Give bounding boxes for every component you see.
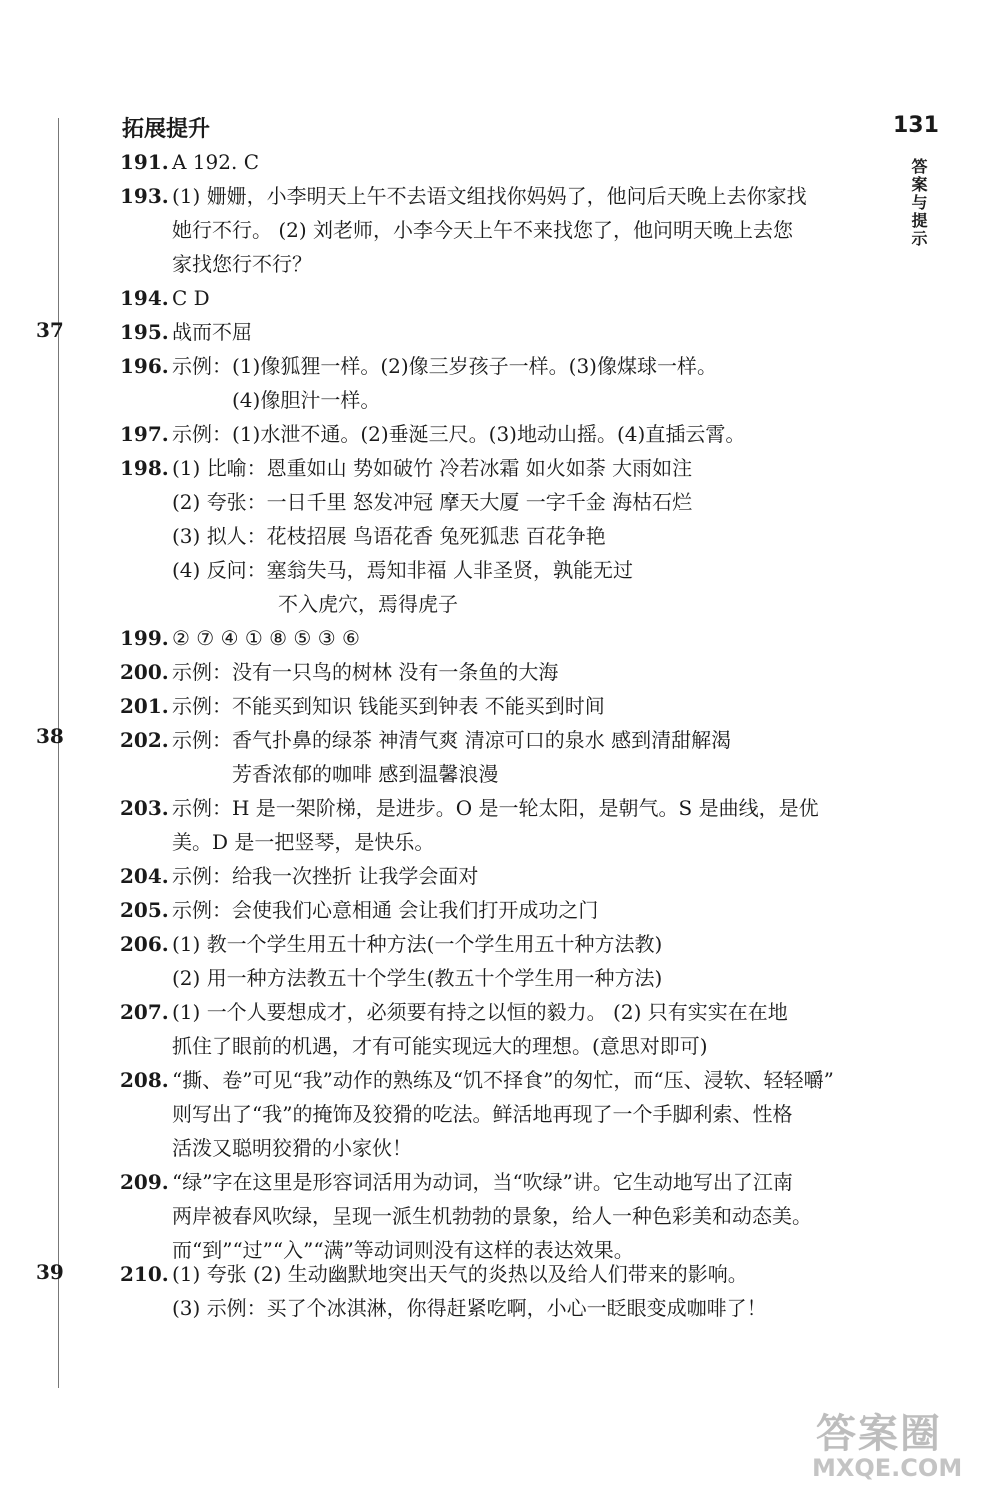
answer-205: 205. 示例：会使我们心意相通 会让我们打开成功之门 [120, 898, 599, 922]
answer-198-line: 不入虎穴，焉得虎子 [278, 592, 458, 616]
answer-208-line: 则写出了“我”的掩饰及狡猾的吃法。鲜活地再现了一个手脚利索、性格 [172, 1102, 793, 1126]
answer-199: 199. ② ⑦ ④ ① ⑧ ⑤ ③ ⑥ [120, 626, 360, 650]
answer-202-line: 芳香浓郁的咖啡 感到温馨浪漫 [232, 762, 499, 786]
answer-193: 193. (1) 姗姗，小李明天上午不去语文组找你妈妈了，他问后天晚上去你家找 [120, 184, 807, 208]
page-number: 131 [893, 113, 939, 138]
answer-198: 198. (1) 比喻：恩重如山 势如破竹 冷若冰霜 如火如荼 大雨如注 [120, 456, 693, 480]
answer-198-line: (4) 反问：塞翁失马，焉知非福 人非圣贤，孰能无过 [172, 558, 634, 582]
answer-193-line: 家找您行不行？ [172, 252, 312, 276]
answer-203: 203. 示例：H 是一架阶梯，是进步。O 是一轮太阳，是朝气。S 是曲线，是优 [120, 796, 819, 820]
answer-196: 196. 示例：(1)像狐狸一样。(2)像三岁孩子一样。(3)像煤球一样。 [120, 354, 717, 378]
answer-206-line: (2) 用一种方法教五十个学生(教五十个学生用一种方法) [172, 966, 663, 990]
left-margin-rule [58, 118, 59, 1388]
answer-209-line: 两岸被春风吹绿，呈现一派生机勃勃的景象，给人一种色彩美和动态美。 [172, 1204, 812, 1228]
answer-193-line: 她行不行。 (2) 刘老师，小李今天上午不来找您了，他问明天晚上去您 [172, 218, 794, 242]
answer-194: 194. C D [120, 286, 210, 310]
answer-201: 201. 示例：不能买到知识 钱能买到钟表 不能买到时间 [120, 694, 605, 718]
answer-207-line: 抓住了眼前的机遇，才有可能实现远大的理想。(意思对即可) [172, 1034, 708, 1058]
side-section-label: 答案与提示 [909, 158, 928, 248]
answer-196-line: (4)像胆汁一样。 [232, 388, 381, 412]
section-heading: 拓展提升 [122, 117, 211, 142]
answer-204: 204. 示例：给我一次挫折 让我学会面对 [120, 864, 479, 888]
answer-210-line: (3) 示例：买了个冰淇淋，你得赶紧吃啊，小心一眨眼变成咖啡了！ [172, 1296, 767, 1320]
answer-206: 206. (1) 教一个学生用五十种方法(一个学生用五十种方法教) [120, 932, 663, 956]
watermark-url: MXQE.COM [812, 1454, 963, 1482]
answer-210: 210. (1) 夸张 (2) 生动幽默地突出天气的炎热以及给人们带来的影响。 [120, 1262, 748, 1286]
answer-208-line: 活泼又聪明狡猾的小家伙！ [172, 1136, 412, 1160]
margin-page-ref: 37 [36, 318, 64, 342]
answer-197: 197. 示例：(1)水泄不通。(2)垂涎三尺。(3)地动山摇。(4)直插云霄。 [120, 422, 746, 446]
answer-195: 195. 战而不屈 [120, 320, 252, 344]
answer-191: 191. A 192. C [120, 150, 259, 174]
answer-209: 209. “绿”字在这里是形容词活用为动词，当“吹绿”讲。它生动地写出了江南 [120, 1170, 793, 1194]
answer-203-line: 美。D 是一把竖琴，是快乐。 [172, 830, 435, 854]
answer-208: 208. “撕、卷”可见“我”动作的熟练及“饥不择食”的匆忙，而“压、浸软、轻轻嚼” [120, 1068, 834, 1092]
margin-page-ref: 39 [36, 1260, 64, 1284]
answer-202: 202. 示例：香气扑鼻的绿茶 神清气爽 清凉可口的泉水 感到清甜解渴 [120, 728, 732, 752]
answer-209-line: 而“到”“过”“入”“满”等动词则没有这样的表达效果。 [172, 1238, 634, 1262]
answer-207: 207. (1) 一个人要想成才，必须要有持之以恒的毅力。 (2) 只有实实在在地 [120, 1000, 788, 1024]
answer-200: 200. 示例：没有一只鸟的树林 没有一条鱼的大海 [120, 660, 559, 684]
margin-page-ref: 38 [36, 724, 64, 748]
answer-198-line: (3) 拟人：花枝招展 鸟语花香 兔死狐悲 百花争艳 [172, 524, 606, 548]
watermark-logo: 答案圈 [816, 1411, 942, 1457]
answer-198-line: (2) 夸张：一日千里 怒发冲冠 摩天大厦 一字千金 海枯石烂 [172, 490, 693, 514]
